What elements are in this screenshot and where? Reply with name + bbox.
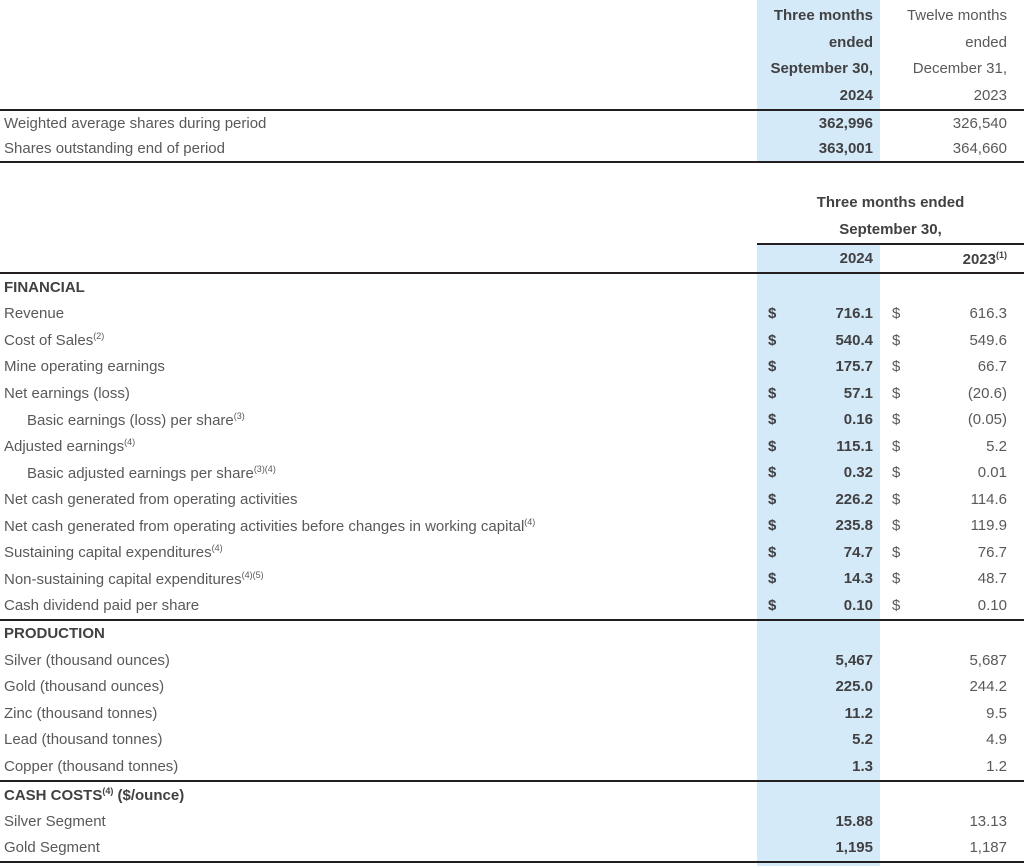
value-2024 bbox=[757, 700, 880, 727]
table-row bbox=[0, 136, 1024, 161]
value-2023 bbox=[880, 835, 1024, 862]
value-2023 bbox=[880, 460, 1024, 487]
footnote-marker: (2) bbox=[93, 331, 105, 342]
row-label: Copper (thousand tonnes) bbox=[4, 757, 179, 775]
value-text: 48.7 bbox=[977, 570, 1007, 588]
value-text: 1.3 bbox=[852, 757, 873, 775]
row-label: Cash dividend paid per share bbox=[4, 596, 200, 614]
footnote-marker: (3) bbox=[233, 410, 245, 421]
value-text: 364,660 bbox=[952, 140, 1007, 157]
value-2023 bbox=[880, 354, 1024, 381]
value-2024 bbox=[757, 727, 880, 754]
value-2023 bbox=[880, 539, 1024, 566]
value-2024 bbox=[757, 808, 880, 835]
value-2024 bbox=[757, 753, 880, 780]
value-text: 226.2 bbox=[835, 490, 873, 508]
row-label: Gold (thousand ounces) bbox=[4, 678, 165, 696]
results-table bbox=[0, 190, 1024, 866]
header-line: ended bbox=[965, 33, 1007, 51]
footnote-marker: (3)(4) bbox=[253, 463, 276, 474]
value-text: 175.7 bbox=[835, 358, 873, 376]
value-text: 5.2 bbox=[986, 437, 1007, 455]
value-text: 74.7 bbox=[843, 543, 873, 561]
value-text: 57.1 bbox=[843, 384, 873, 402]
value-2023 bbox=[880, 753, 1024, 780]
dollar-sign: $ bbox=[892, 331, 901, 349]
value-2023 bbox=[880, 513, 1024, 540]
value-text: 5.2 bbox=[852, 731, 873, 749]
value-text: 363,001 bbox=[818, 140, 873, 157]
row-label: Adjusted earnings$^{(4)}$ bbox=[4, 437, 136, 456]
value-text: (20.6) bbox=[967, 384, 1007, 402]
table-row bbox=[0, 727, 1024, 754]
value-text: 235.8 bbox=[835, 517, 873, 535]
value-2024 bbox=[757, 539, 880, 566]
dollar-sign: $ bbox=[768, 437, 777, 455]
shares-header-spacer bbox=[0, 0, 757, 109]
table-row bbox=[0, 327, 1024, 354]
dollar-sign: $ bbox=[892, 490, 901, 508]
table-row bbox=[0, 753, 1024, 780]
value-text: 0.10 bbox=[843, 596, 873, 614]
value-text: 616.3 bbox=[969, 305, 1007, 323]
value-2024 bbox=[757, 433, 880, 460]
value-text: 1,195 bbox=[835, 839, 873, 857]
section-header-2023-cell bbox=[880, 782, 1024, 809]
table-row bbox=[0, 539, 1024, 566]
header-line: ended bbox=[828, 33, 873, 51]
year-header-row bbox=[0, 245, 1024, 272]
table-row bbox=[0, 380, 1024, 407]
row-label: Gold Segment bbox=[4, 839, 100, 857]
value-2024 bbox=[757, 835, 880, 862]
footnote-marker: (4)(5) bbox=[241, 569, 264, 580]
value-2023 bbox=[880, 407, 1024, 434]
value-2024 bbox=[757, 136, 880, 161]
table-row bbox=[0, 647, 1024, 674]
dollar-sign: $ bbox=[892, 596, 901, 614]
row-label: Mine operating earnings bbox=[4, 358, 165, 376]
section-header-2024-cell bbox=[757, 782, 880, 809]
value-2023 bbox=[880, 380, 1024, 407]
section-title: PRODUCTION bbox=[4, 625, 105, 643]
table-row bbox=[0, 407, 1024, 434]
dollar-sign: $ bbox=[892, 411, 901, 429]
shares-col-header-2024 bbox=[757, 0, 880, 109]
value-2024 bbox=[757, 301, 880, 328]
value-2024 bbox=[757, 327, 880, 354]
value-text: 5,467 bbox=[835, 651, 873, 669]
section-header-row bbox=[0, 782, 1024, 809]
value-2024 bbox=[757, 407, 880, 434]
table-row bbox=[0, 674, 1024, 701]
value-text: 5,687 bbox=[969, 651, 1007, 669]
table-row bbox=[0, 808, 1024, 835]
value-text: 0.01 bbox=[977, 464, 1007, 482]
table-row bbox=[0, 111, 1024, 136]
value-2024 bbox=[757, 592, 880, 619]
section-header-2023-cell bbox=[880, 621, 1024, 648]
dollar-sign: $ bbox=[768, 358, 777, 376]
period-header-line: September 30, bbox=[839, 220, 942, 238]
dollar-sign: $ bbox=[892, 543, 901, 561]
row-label: Silver Segment bbox=[4, 812, 106, 830]
dollar-sign: $ bbox=[768, 464, 777, 482]
header-line: 2024 bbox=[839, 86, 873, 104]
dollar-sign: $ bbox=[768, 331, 777, 349]
section-header-2024-cell bbox=[757, 274, 880, 301]
row-label: Basic adjusted earnings per share$^{(3)(4)}$ bbox=[27, 463, 276, 482]
table-row bbox=[0, 566, 1024, 593]
value-2023 bbox=[880, 700, 1024, 727]
value-text: 114.6 bbox=[970, 490, 1007, 508]
value-text: 13.13 bbox=[969, 812, 1007, 830]
row-label: Basic earnings (loss) per share$^{(3)}$ bbox=[27, 410, 245, 429]
table-row bbox=[0, 433, 1024, 460]
value-2023 bbox=[880, 301, 1024, 328]
value-text: 0.16 bbox=[843, 411, 873, 429]
row-label: Cost of Sales$^{(2)}$ bbox=[4, 331, 105, 350]
year-text: 2024 bbox=[839, 250, 873, 267]
value-text: 1,187 bbox=[969, 839, 1007, 857]
section-header-2023-cell bbox=[880, 274, 1024, 301]
dollar-sign: $ bbox=[892, 305, 901, 323]
dollar-sign: $ bbox=[768, 596, 777, 614]
table-row bbox=[0, 513, 1024, 540]
value-text: 119.9 bbox=[970, 517, 1007, 535]
footnote-marker: (4) bbox=[524, 516, 536, 527]
table-divider bbox=[0, 161, 1024, 163]
value-2024 bbox=[757, 380, 880, 407]
row-label: Net cash generated from operating activities before changes in working capital$^{(4)}$ bbox=[4, 516, 536, 535]
dollar-sign: $ bbox=[768, 305, 777, 323]
section-header-2024-cell bbox=[757, 621, 880, 648]
dollar-sign: $ bbox=[768, 517, 777, 535]
row-label: Non-sustaining capital expenditures$^{(4)(5)}$ bbox=[4, 569, 264, 588]
value-text: 362,996 bbox=[818, 115, 873, 132]
value-2023 bbox=[880, 727, 1024, 754]
main-table-body bbox=[0, 274, 1024, 863]
value-2023 bbox=[880, 592, 1024, 619]
value-2024 bbox=[757, 647, 880, 674]
footnote-marker: (4) bbox=[124, 437, 136, 448]
row-label: Lead (thousand tonnes) bbox=[4, 731, 163, 749]
value-text: 76.7 bbox=[977, 543, 1007, 561]
footnote-marker: (4) bbox=[211, 543, 223, 554]
value-text: 540.4 bbox=[835, 331, 873, 349]
value-text: (0.05) bbox=[967, 411, 1007, 429]
header-line: 2023 bbox=[973, 86, 1007, 104]
value-text: 66.7 bbox=[977, 358, 1007, 376]
value-text: 9.5 bbox=[986, 704, 1007, 722]
value-text: 1.2 bbox=[986, 757, 1007, 775]
dollar-sign: $ bbox=[892, 384, 901, 402]
value-text: 115.1 bbox=[836, 437, 873, 455]
value-text: 4.9 bbox=[986, 731, 1007, 749]
dollar-sign: $ bbox=[768, 384, 777, 402]
value-text: 326,540 bbox=[952, 115, 1007, 132]
footnote-marker: (4) bbox=[102, 785, 114, 796]
value-text: 225.0 bbox=[835, 678, 873, 696]
value-text: 11.2 bbox=[844, 704, 873, 722]
table-row bbox=[0, 835, 1024, 862]
dollar-sign: $ bbox=[768, 543, 777, 561]
year-text: 2023$^{(1)}$ bbox=[962, 249, 1007, 268]
table-row bbox=[0, 700, 1024, 727]
row-label: Sustaining capital expenditures$^{(4)}$ bbox=[4, 543, 223, 562]
value-2023 bbox=[880, 566, 1024, 593]
value-text: 549.6 bbox=[969, 331, 1007, 349]
value-text: 0.32 bbox=[843, 464, 873, 482]
value-2024 bbox=[757, 566, 880, 593]
value-2023 bbox=[880, 674, 1024, 701]
row-label: Weighted average shares during period bbox=[4, 115, 267, 132]
header-line: Three months bbox=[773, 7, 873, 24]
shares-table-header bbox=[0, 0, 1024, 109]
dollar-sign: $ bbox=[768, 411, 777, 429]
value-2024 bbox=[757, 354, 880, 381]
footnote-marker: (1) bbox=[996, 249, 1007, 260]
dollar-sign: $ bbox=[892, 464, 901, 482]
section-header-row bbox=[0, 274, 1024, 301]
header-line: December 31, bbox=[912, 60, 1007, 77]
shares-col-header-2023 bbox=[880, 0, 1024, 109]
value-2024 bbox=[757, 460, 880, 487]
value-2023 bbox=[880, 111, 1024, 136]
row-label: Zinc (thousand tonnes) bbox=[4, 704, 158, 722]
table-row bbox=[0, 301, 1024, 328]
header-line: Twelve months bbox=[906, 7, 1007, 24]
table-row bbox=[0, 592, 1024, 619]
header-line: September 30, bbox=[770, 60, 873, 77]
table-row bbox=[0, 354, 1024, 381]
value-2024 bbox=[757, 486, 880, 513]
row-label: Net cash generated from operating activities bbox=[4, 490, 298, 508]
value-2023 bbox=[880, 433, 1024, 460]
value-2023 bbox=[880, 486, 1024, 513]
row-label: Net earnings (loss) bbox=[4, 384, 130, 402]
table-row bbox=[0, 486, 1024, 513]
value-2023 bbox=[880, 327, 1024, 354]
value-text: 14.3 bbox=[843, 570, 873, 588]
dollar-sign: $ bbox=[892, 358, 901, 376]
period-header-line: Three months ended bbox=[816, 194, 965, 211]
value-2023 bbox=[880, 647, 1024, 674]
row-label: Silver (thousand ounces) bbox=[4, 651, 170, 669]
dollar-sign: $ bbox=[768, 490, 777, 508]
section-title: FINANCIAL bbox=[4, 278, 85, 296]
value-2024 bbox=[757, 513, 880, 540]
row-label: Revenue bbox=[4, 305, 65, 323]
dollar-sign: $ bbox=[892, 570, 901, 588]
section-title: CASH COSTS$^{(4)}$ ($/ounce) bbox=[4, 785, 185, 804]
value-text: 716.1 bbox=[835, 305, 873, 323]
value-2024 bbox=[757, 674, 880, 701]
dollar-sign: $ bbox=[892, 437, 901, 455]
section-header-row bbox=[0, 621, 1024, 648]
year-header-2024 bbox=[757, 245, 880, 272]
value-2024 bbox=[757, 111, 880, 136]
value-text: 244.2 bbox=[969, 678, 1007, 696]
period-header bbox=[757, 190, 1024, 243]
shares-table bbox=[0, 0, 1024, 163]
row-label: Shares outstanding end of period bbox=[4, 140, 225, 157]
table-row bbox=[0, 460, 1024, 487]
value-2023 bbox=[880, 808, 1024, 835]
value-text: 0.10 bbox=[977, 596, 1007, 614]
value-2023 bbox=[880, 136, 1024, 161]
dollar-sign: $ bbox=[892, 517, 901, 535]
value-text: 15.88 bbox=[835, 812, 873, 830]
dollar-sign: $ bbox=[768, 570, 777, 588]
year-header-2023 bbox=[880, 245, 1024, 272]
